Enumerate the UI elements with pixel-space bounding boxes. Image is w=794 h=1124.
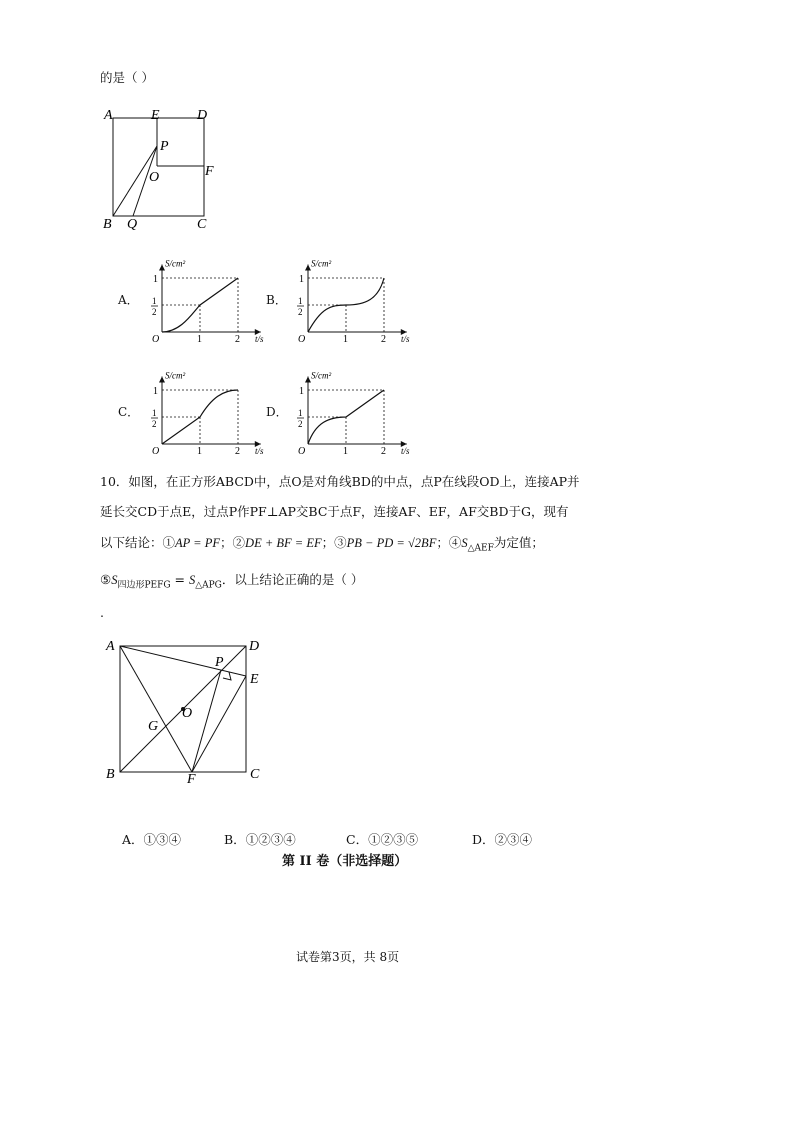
graph-a-ylabel: S/cm² (165, 258, 186, 269)
q10-line3-g: ；④ (436, 535, 462, 550)
q10-line3-c: ；② (220, 535, 246, 550)
graph-c-x-tick-1: 1 (197, 446, 202, 457)
graph-a-y-tick-half-num: 1 (152, 296, 157, 306)
graph-b-x-tick-1: 1 (343, 334, 348, 345)
q10-conclusion-5-s2: S (188, 573, 196, 587)
graph-d-ylabel: S/cm² (311, 370, 332, 381)
graph-d-xlabel: t/s (401, 446, 410, 456)
q10-choice-c-letter: C． (346, 832, 369, 847)
graph-a-y-tick-1: 1 (153, 274, 158, 285)
q10-figure (100, 636, 270, 786)
q10-conclusion-5-sub1: 四边形PEFG (117, 580, 171, 591)
graph-b-y-tick-1: 1 (299, 274, 304, 285)
q9-square (113, 118, 204, 216)
page-footer: 试卷第3页，共 8页 (296, 950, 400, 964)
q10-choice-d-letter: D． (472, 832, 495, 847)
q10-line1: 10．如图，在正方形ABCD中，点O是对角线BD的中点，点P在线段OD上，连接AP并 (100, 474, 580, 489)
graph-c-curve (162, 390, 238, 444)
q9-label-c: C (197, 217, 207, 232)
graph-c-y-tick-half-den: 2 (152, 419, 157, 429)
q9-option-b-letter: B． (266, 293, 287, 307)
section-title: 第 II 卷（非选择题） (282, 854, 408, 869)
q9-option-a-letter: A． (118, 293, 139, 307)
q10-label-b: B (106, 767, 115, 782)
graph-d-curve (308, 390, 384, 444)
graph-c-x-tick-2: 2 (235, 446, 240, 457)
q10-conclusion-5-s1: S (111, 573, 118, 587)
graph-a-xlabel: t/s (255, 334, 264, 344)
q10-line3-e: ；③ (321, 535, 347, 550)
graph-b-xlabel: t/s (401, 334, 410, 344)
graph-c-ylabel: S/cm² (165, 370, 186, 381)
q10-line4-a: ⑤ (100, 572, 112, 587)
graph-b-curve (308, 278, 384, 332)
graph-b-origin: O (298, 334, 306, 345)
graph-d-y-tick-half-den: 2 (298, 419, 303, 429)
q10-label-d: D (249, 639, 260, 654)
q9-option-d-letter: D． (266, 405, 288, 419)
q9-option-b-graph (286, 252, 416, 348)
q10-choice-c-text: ①②③⑤ (368, 832, 419, 847)
q9-figure (100, 104, 220, 232)
q10-conclusion-4-sub: △AEF (467, 543, 494, 554)
q10-conclusion-1: AP = PF (175, 536, 221, 550)
graph-c-xlabel: t/s (255, 446, 264, 456)
q10-choice-b-text: ①②③④ (245, 832, 296, 847)
q10-right-angle-mark (223, 672, 231, 680)
graph-d-origin: O (298, 446, 306, 457)
q10-line3 (100, 535, 544, 557)
q10-conclusion-2: DE + BF = EF (245, 536, 322, 550)
q10-line3-a: 以下结论：① (100, 535, 176, 550)
graph-a-x-tick-1: 1 (197, 334, 202, 345)
q9-label-f: F (205, 164, 214, 179)
q10-line-ae (120, 646, 246, 676)
q10-dot: . (100, 605, 104, 620)
q9-label-p: P (160, 139, 169, 154)
q9-label-q: Q (127, 217, 138, 232)
q10-label-e: E (250, 672, 259, 687)
q10-label-f: F (187, 772, 196, 786)
graph-b-y-tick-half-num: 1 (298, 296, 303, 306)
graph-d-y-tick-1: 1 (299, 386, 304, 397)
q10-label-g: G (148, 719, 159, 734)
q10-choice-d[interactable] (472, 832, 532, 848)
q10-conclusion-3: PB − PD = √2BF (346, 536, 437, 550)
q10-choice-a[interactable] (122, 832, 181, 848)
q9-label-b: B (103, 217, 112, 232)
q9-option-a-graph (140, 252, 270, 348)
q10-line2: 延长交CD于点E，过点P作PF⊥AP交BC于点F，连接AF、EF，AF交BD于G，现有 (100, 504, 569, 519)
graph-d-y-tick-half-num: 1 (298, 408, 303, 418)
q10-conclusion-4-s: S (461, 536, 468, 550)
q10-line4-c: = (170, 572, 189, 587)
q9-label-d: D (197, 108, 208, 123)
graph-d-x-tick-1: 1 (343, 446, 348, 457)
q10-choice-c[interactable] (346, 832, 418, 848)
q9-option-d-graph (286, 364, 416, 460)
q10-choice-a-text: ①③④ (143, 832, 182, 847)
q10-choice-d-text: ②③④ (494, 832, 533, 847)
q10-label-p: P (215, 655, 224, 670)
q9-label-o: O (149, 170, 160, 185)
q10-choice-b-letter: B． (224, 832, 246, 847)
q9-label-a: A (104, 108, 113, 123)
graph-c-y-tick-half-num: 1 (152, 408, 157, 418)
q9-label-e: E (151, 108, 160, 123)
q10-choice-b[interactable] (224, 832, 296, 848)
graph-a-origin: O (152, 334, 160, 345)
q10-line3-i: 为定值； (493, 535, 544, 550)
graph-d-x-tick-2: 2 (381, 446, 386, 457)
graph-a-curve (162, 278, 238, 332)
q9-tail: 的是（ ） (100, 70, 154, 85)
graph-b-ylabel: S/cm² (311, 258, 332, 269)
graph-a-x-tick-2: 2 (235, 334, 240, 345)
q9-option-c-graph (140, 364, 270, 460)
q10-label-o: O (182, 706, 193, 721)
q10-conclusion-5-sub2: △APG (195, 580, 222, 591)
q10-line-fe (192, 676, 246, 772)
q10-line4-e: ．以上结论正确的是（ ） (221, 572, 364, 587)
q10-line4 (100, 572, 363, 594)
graph-b-y-tick-half-den: 2 (298, 307, 303, 317)
q10-choice-a-letter: A． (122, 832, 144, 847)
graph-a-y-tick-half-den: 2 (152, 307, 157, 317)
graph-c-y-tick-1: 1 (153, 386, 158, 397)
q9-option-c-letter: C． (118, 405, 140, 419)
q10-label-c: C (250, 767, 260, 782)
graph-b-x-tick-2: 2 (381, 334, 386, 345)
graph-c-origin: O (152, 446, 160, 457)
q10-label-a: A (106, 639, 115, 654)
